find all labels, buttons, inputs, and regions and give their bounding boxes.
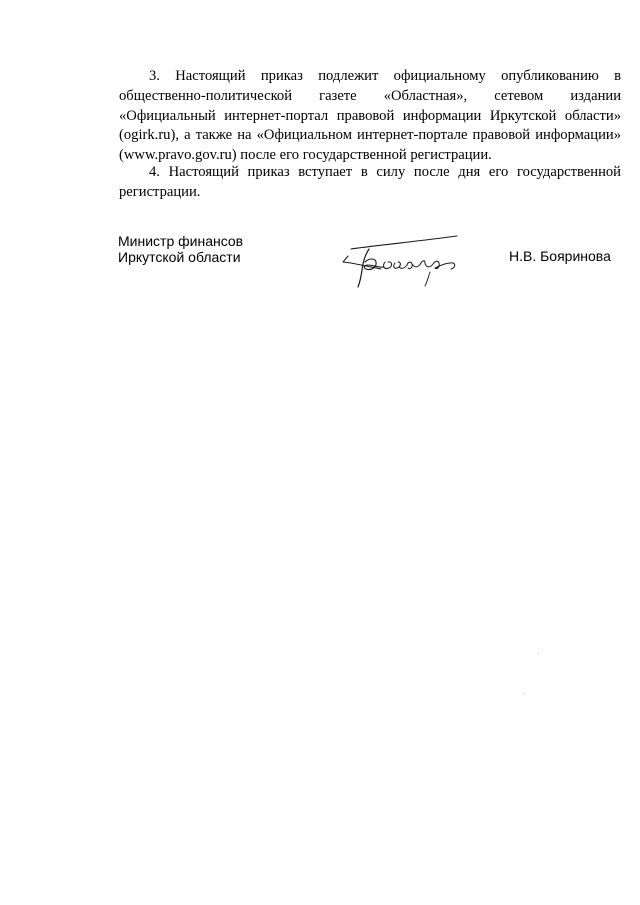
handwritten-signature [335, 232, 470, 290]
signer-name: Н.В. Бояринова [509, 248, 611, 264]
signer-position-line-1: Министр финансов [118, 233, 244, 249]
paragraph-3: 3. Настоящий приказ подлежит официальному опубликованию в общественно-политической газете «Областная», сетевом издании «Официальный интернет-портал правовой информации Иркутской области» (ogirk.ru), а также на «Официальном интернет-портале правовой информации» (www.pravo.gov.ru) после его государственной регистрации. [119, 68, 621, 164]
signer-position-line-2: Иркутской области [118, 249, 241, 265]
signer-position [118, 233, 243, 265]
scan-speck [538, 653, 539, 654]
paragraph-4: 4. Настоящий приказ вступает в силу после дня его государственной регистрации. [119, 164, 621, 200]
scan-speck [524, 693, 525, 694]
